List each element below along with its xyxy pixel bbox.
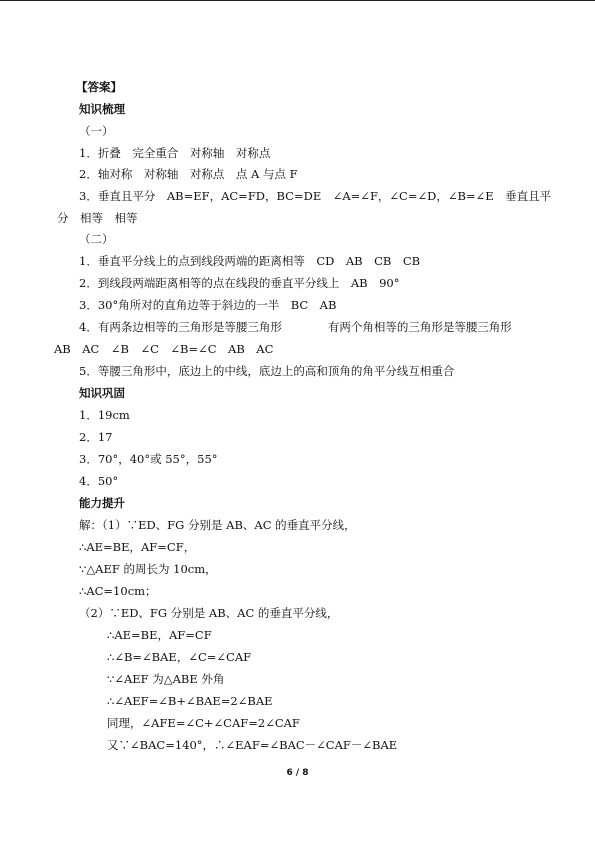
solution-line: 解：（1）∵ED、FG 分别是 AB、AC 的垂直平分线， — [79, 518, 356, 532]
solution-line: ∴AE=BE，AF=CF — [107, 628, 212, 642]
section-title-consolidation: 知识巩固 — [79, 386, 125, 400]
solution-line: 又∵∠BAC=140°，∴∠EAF=∠BAC－∠CAF－∠BAE — [107, 738, 398, 752]
answer-line: 1．垂直平分线上的点到线段两端的距离相等 CD AB CB CB — [79, 254, 421, 268]
answer-line: 2．17 — [79, 430, 113, 444]
solution-line: ∴∠AEF=∠B+∠BAE=2∠BAE — [107, 694, 273, 708]
answer-line: 1．19cm — [79, 408, 130, 422]
part-one-label: （一） — [79, 124, 114, 138]
page-top-border — [0, 0, 595, 1]
section-title-ability: 能力提升 — [79, 496, 125, 510]
section-title-knowledge-review: 知识梳理 — [79, 102, 125, 116]
answer-line: 3．30°角所对的直角边等于斜边的一半 BC AB — [79, 298, 337, 312]
answer-heading: 【答案】 — [76, 80, 122, 94]
part-two-label: （二） — [79, 232, 114, 246]
answer-line: 4．50° — [79, 474, 119, 488]
answer-line: 3．70°，40°或 55°，55° — [79, 452, 218, 466]
solution-line: 同理，∠AFE=∠C+∠CAF=2∠CAF — [107, 716, 300, 730]
solution-line: （2）∵ED、FG 分别是 AB、AC 的垂直平分线， — [79, 606, 339, 620]
answer-line-continued: 分 相等 相等 — [57, 211, 138, 225]
answer-line: 5．等腰三角形中，底边上的中线，底边上的高和顶角的角平分线互相重合 — [79, 364, 455, 378]
solution-line: ∵∠AEF 为△ABE 外角 — [107, 672, 225, 686]
solution-line: ∴AE=BE，AF=CF， — [79, 540, 196, 554]
solution-line: ∴∠B=∠BAE，∠C=∠CAF — [107, 650, 252, 664]
page-number: 6 / 8 — [286, 768, 309, 778]
solution-line: ∵△AEF 的周长为 10cm， — [79, 562, 217, 576]
answer-line: 2．到线段两端距离相等的点在线段的垂直平分线上 AB 90° — [79, 276, 400, 290]
answer-line: 4．有两条边相等的三角形是等腰三角形 有两个角相等的三角形是等腰三角形 — [79, 320, 512, 334]
answer-line: 3．垂直且平分 AB=EF，AC=FD，BC=DE ∠A=∠F，∠C=∠D，∠B=∠E 垂直且平 — [79, 189, 552, 203]
solution-line: ∴AC=10cm； — [79, 584, 157, 598]
answer-line-continued: AB AC ∠B ∠C ∠B=∠C AB AC — [54, 342, 274, 356]
answer-line: 2．轴对称 对称轴 对称点 点 A 与点 F — [79, 167, 298, 181]
answer-line: 1．折叠 完全重合 对称轴 对称点 — [79, 146, 271, 160]
